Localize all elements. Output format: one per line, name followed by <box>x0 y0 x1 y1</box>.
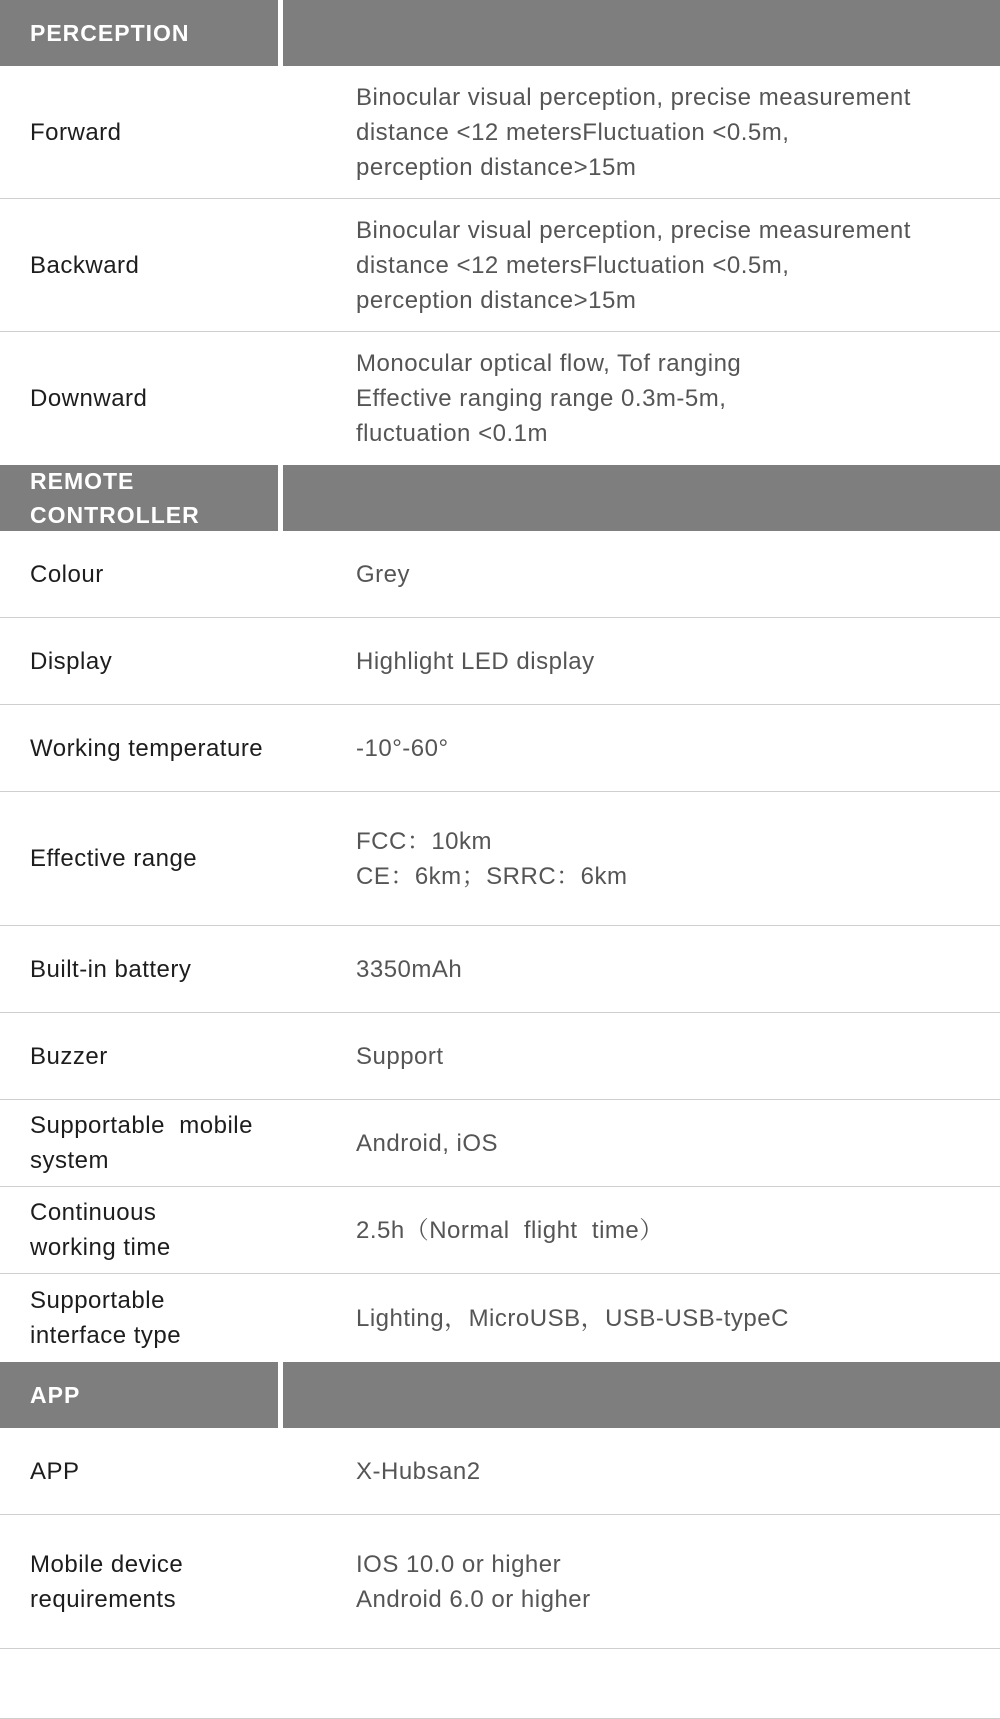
spec-value-line: 3350mAh <box>356 955 463 983</box>
spec-value <box>356 332 1000 465</box>
spec-value <box>356 618 1000 704</box>
spec-row-working-temperature <box>0 705 1000 792</box>
spec-row-continuous-working-time <box>0 1187 1000 1274</box>
spec-row-buzzer <box>0 1013 1000 1100</box>
spec-value-line: -10°-60° <box>356 734 449 762</box>
section-header-perception <box>0 0 1000 66</box>
spec-value-line: CE：6km；SRRC：6km <box>356 862 628 890</box>
spec-row-mobile-device-requirements <box>0 1515 1000 1649</box>
section-title-line: CONTROLLER <box>30 502 200 528</box>
section-header-app <box>0 1362 1000 1428</box>
spec-value <box>356 531 1000 617</box>
spec-row-colour <box>0 531 1000 618</box>
spec-value <box>356 199 1000 331</box>
spec-value-line: fluctuation <0.1m <box>356 420 548 447</box>
section-title: PERCEPTION <box>0 0 283 66</box>
section-header-remote-controller <box>0 465 1000 531</box>
spec-key-line: interface type <box>30 1322 182 1349</box>
spec-key-line: working time <box>30 1234 171 1261</box>
spec-value <box>356 1013 1000 1099</box>
spec-value-line: IOS 10.0 or higher <box>356 1550 562 1578</box>
spec-key <box>0 1187 356 1273</box>
spec-value <box>356 926 1000 1012</box>
spec-row-built-in-battery <box>0 926 1000 1013</box>
spec-key: Built-in battery <box>30 955 192 983</box>
spec-value-line: 2.5h（Normal flight time） <box>356 1216 664 1244</box>
spec-row-display <box>0 618 1000 705</box>
spec-key-line: Continuous <box>30 1199 157 1226</box>
spec-key: Display <box>30 647 113 675</box>
spec-key: Working temperature <box>30 734 264 762</box>
spec-value <box>356 1274 1000 1362</box>
spec-row-effective-range <box>0 792 1000 926</box>
spec-value <box>356 1187 1000 1273</box>
spec-row-downward <box>0 332 1000 465</box>
spec-value-line: Android, iOS <box>356 1129 499 1157</box>
spec-value-line: distance <12 metersFluctuation <0.5m, <box>356 251 790 279</box>
spec-key-line: Mobile device <box>30 1550 184 1578</box>
spec-value-line: FCC：10km <box>356 827 493 855</box>
spec-key-empty <box>0 1649 356 1718</box>
spec-value-line: Binocular visual perception, precise measurement <box>356 216 911 244</box>
spec-value <box>356 1428 1000 1514</box>
spec-value-line: distance <12 metersFluctuation <0.5m, <box>356 118 790 146</box>
spec-value <box>356 705 1000 791</box>
spec-key: Backward <box>30 251 140 279</box>
spec-value-line: Effective ranging range 0.3m-5m, <box>356 385 727 412</box>
spec-value <box>356 792 1000 925</box>
section-header-blank <box>283 465 1000 531</box>
section-header-blank <box>283 0 1000 66</box>
spec-value-line: Android 6.0 or higher <box>356 1585 591 1613</box>
spec-value-empty <box>356 1649 1000 1718</box>
spec-value <box>356 1515 1000 1648</box>
empty-row <box>0 1649 1000 1719</box>
spec-value-line: perception distance>15m <box>356 153 637 181</box>
section-title: APP <box>0 1362 283 1428</box>
spec-key <box>0 1100 356 1186</box>
spec-value-line: Monocular optical flow, Tof ranging <box>356 350 742 377</box>
section-title-line: REMOTE <box>30 468 135 494</box>
spec-key: Forward <box>30 118 122 146</box>
spec-key-line: requirements <box>30 1585 177 1613</box>
spec-key: Colour <box>30 560 104 588</box>
spec-row-supportable-interface-type <box>0 1274 1000 1362</box>
spec-key <box>0 1515 356 1648</box>
spec-key: Buzzer <box>30 1042 108 1070</box>
section-header-blank <box>283 1362 1000 1428</box>
spec-value <box>356 66 1000 198</box>
spec-value-line: X-Hubsan2 <box>356 1457 481 1485</box>
spec-value-line: Lighting，MicroUSB，USB-USB-typeC <box>356 1304 789 1332</box>
spec-value-line: Highlight LED display <box>356 647 595 675</box>
spec-key: APP <box>30 1457 80 1485</box>
spec-key-line: Supportable <box>30 1287 165 1314</box>
spec-value-line: Support <box>356 1042 444 1070</box>
spec-key-line: system <box>30 1147 110 1174</box>
spec-key <box>0 1274 356 1362</box>
spec-row-supportable-mobile-system <box>0 1100 1000 1187</box>
spec-value-line: Grey <box>356 560 411 588</box>
spec-row-backward <box>0 199 1000 332</box>
spec-value <box>356 1100 1000 1186</box>
spec-value-line: perception distance>15m <box>356 286 637 314</box>
section-title <box>0 465 283 531</box>
spec-key: Effective range <box>30 845 198 872</box>
spec-key-line: Supportable mobile <box>30 1112 253 1139</box>
spec-key: Downward <box>30 385 148 412</box>
spec-row-app <box>0 1428 1000 1515</box>
spec-row-forward <box>0 66 1000 199</box>
spec-value-line: Binocular visual perception, precise measurement <box>356 83 911 111</box>
